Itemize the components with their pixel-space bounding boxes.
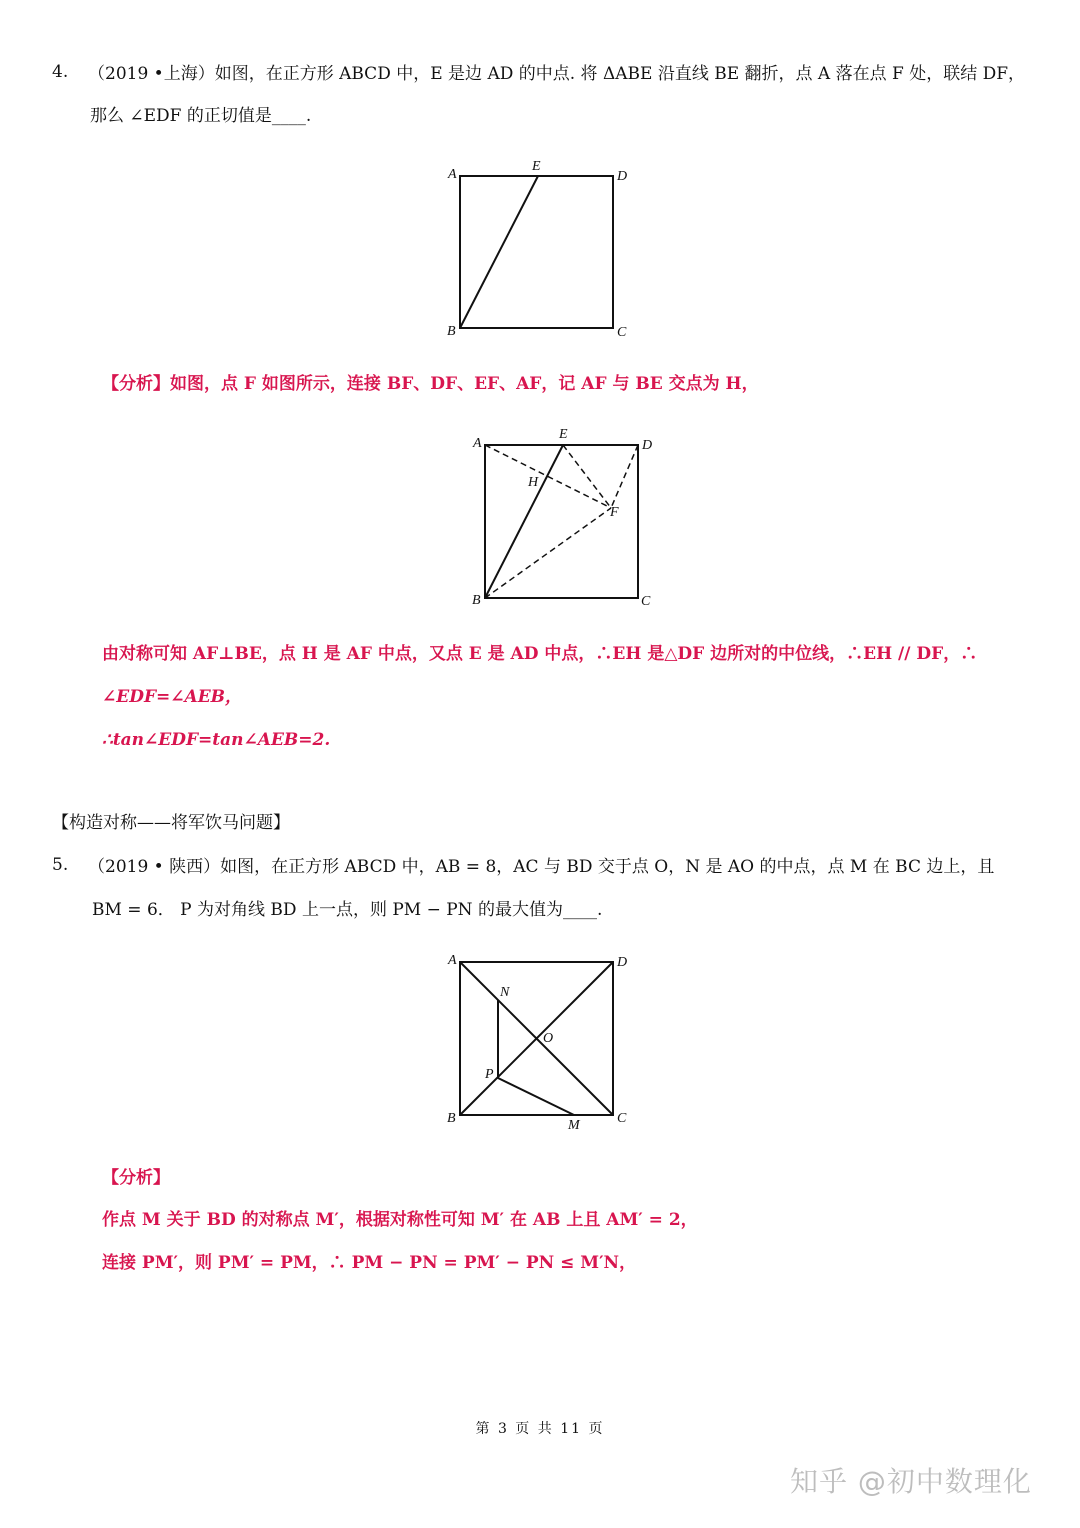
q5-analysis-line1: 作点 M 关于 BD 的对称点 M′，根据对称性可知 M′ 在 AB 上且 AM′ = 2， — [102, 1210, 698, 1230]
q5-number: 5. — [52, 855, 69, 875]
fig1-label-b: B — [447, 324, 456, 339]
fig2-label-a: A — [473, 436, 482, 451]
section-heading: 【构造对称——将军饮马问题】 — [52, 813, 290, 833]
fig3-label-a: A — [448, 953, 457, 968]
fig2-label-h: H — [528, 475, 539, 490]
page-footer: 第 3 页 共 11 页 — [475, 1421, 605, 1437]
fig3-label-d: D — [617, 955, 628, 970]
fig3-label-p: P — [485, 1067, 494, 1082]
fig2-label-e: E — [559, 427, 568, 442]
fig2-label-c: C — [641, 594, 651, 609]
q5-figure — [440, 945, 650, 1144]
fig3-label-m: M — [568, 1118, 580, 1133]
fig3-label-b: B — [447, 1111, 456, 1126]
q4-text-line2: 那么 ∠EDF 的正切值是____. — [90, 106, 312, 126]
fig1-label-e: E — [532, 159, 541, 174]
fig3-label-o: O — [543, 1031, 554, 1046]
q5-analysis-line2: 连接 PM′，则 PM′ = PM，∴ PM − PN = PM′ − PN ≤ M′N， — [102, 1253, 637, 1273]
fig2-label-f: F — [610, 505, 619, 520]
fig2-label-d: D — [642, 438, 653, 453]
fig3-label-c: C — [617, 1111, 627, 1126]
fig2-label-b: B — [472, 593, 481, 608]
fig1-label-d: D — [617, 169, 628, 184]
q5-analysis-title: 【分析】 — [102, 1168, 170, 1188]
q4-analysis-line4: ∴tan∠EDF=tan∠AEB=2. — [102, 730, 331, 750]
fig3-label-n: N — [500, 985, 510, 1000]
q4-analysis-figure — [465, 420, 675, 619]
q4-text-line1: （2019 •上海）如图，在正方形 ABCD 中，E 是边 AD 的中点. 将 ΔABE 沿直线 BE 翻折，点 A 落在点 F 处，联结 DF， — [88, 64, 1026, 84]
q4-analysis-line2: 由对称可知 AF⊥BE，点 H 是 AF 中点，又点 E 是 AD 中点，∴EH 是△DF 边所对的中位线，∴EH // DF，∴ — [102, 644, 978, 664]
q4-number: 4. — [52, 62, 69, 82]
fig1-label-a: A — [448, 167, 457, 182]
fig1-label-c: C — [617, 325, 627, 340]
watermark: 知乎 @初中数理化 — [790, 1465, 1032, 1498]
q4-analysis-line3: ∠EDF=∠AEB， — [102, 687, 243, 707]
q4-figure — [440, 150, 650, 354]
q5-text-line1: （2019 • 陕西）如图，在正方形 ABCD 中，AB = 8，AC 与 BD 交于点 O，N 是 AO 的中点，点 M 在 BC 边上，且 — [88, 857, 995, 877]
q4-analysis-line1: 【分析】如图，点 F 如图所示，连接 BF、DF、EF、AF，记 AF 与 BE 交点为 H， — [102, 374, 759, 394]
q5-text-line2: BM = 6． P 为对角线 BD 上一点，则 PM − PN 的最大值为____. — [92, 900, 603, 920]
